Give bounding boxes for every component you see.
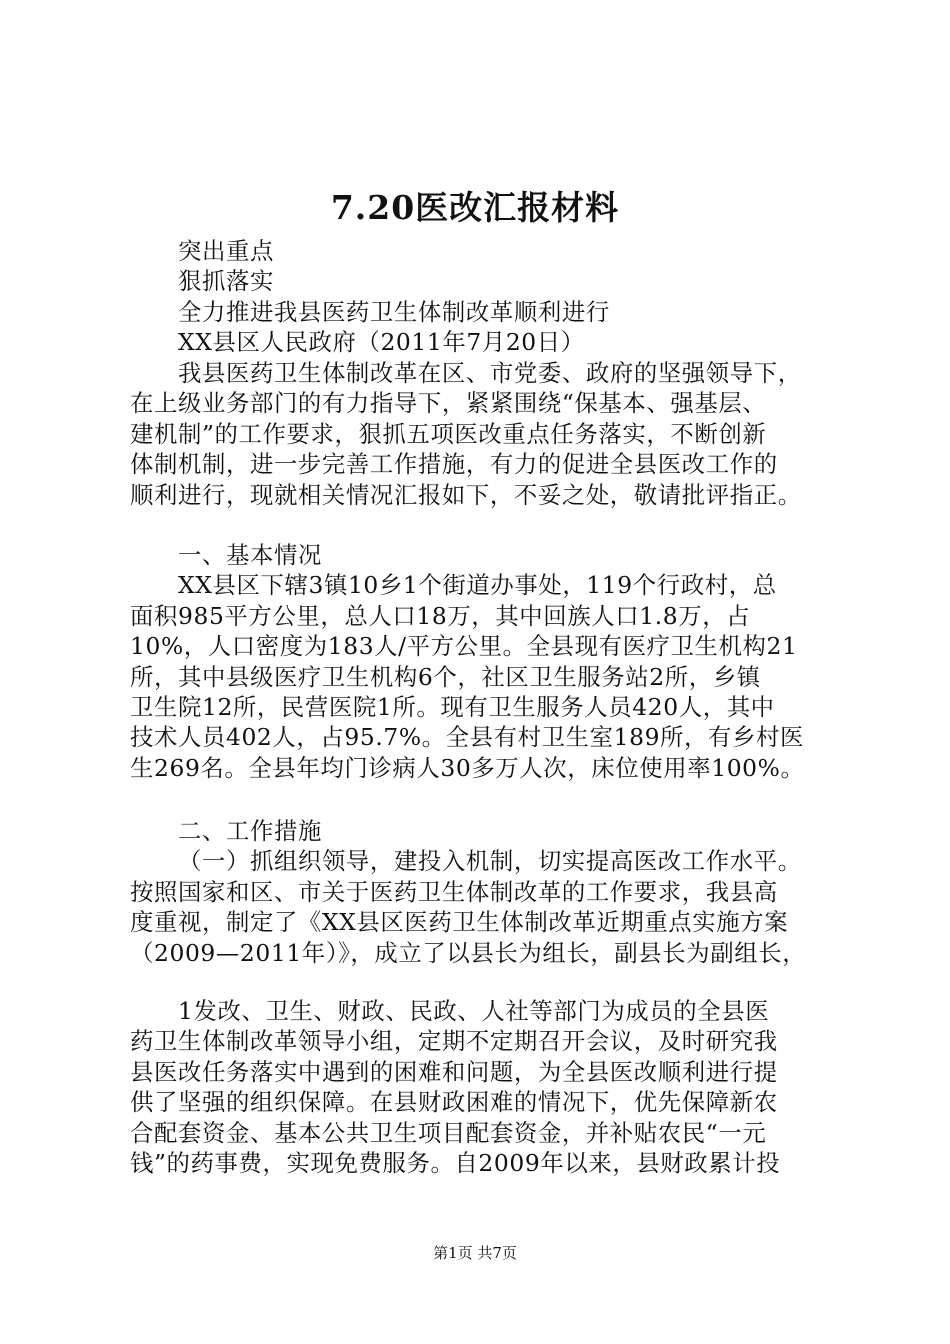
paragraph-line: 卫生院12所，民营医院1所。现有卫生服务人员420人，其中 bbox=[130, 692, 775, 721]
heading-line: XX县区人民政府（2011年7月20日） bbox=[178, 328, 585, 357]
paragraph-line: 1发改、卫生、财政、民政、人社等部门为成员的全县医 bbox=[178, 997, 770, 1025]
heading-line: 狠抓落实 bbox=[178, 267, 274, 296]
document-title: 7.20医改汇报材料 bbox=[330, 188, 620, 227]
paragraph-line: 县医改任务落实中遇到的困难和问题，为全县医改顺利进行提 bbox=[130, 1057, 778, 1086]
paragraph-line: 体制机制，进一步完善工作措施，有力的促进全县医改工作的 bbox=[130, 450, 778, 479]
paragraph-line: 顺利进行，现就相关情况汇报如下，不妥之处，敬请批评指正。 bbox=[130, 480, 802, 509]
paragraph-line: 10%，人口密度为183人/平方公里。全县现有医疗卫生机构21 bbox=[130, 632, 798, 661]
paragraph-line: 药卫生体制改革领导小组，定期不定期召开会议，及时研究我 bbox=[130, 1027, 778, 1056]
paragraph-line: 按照国家和区、市关于医药卫生体制改革的工作要求，我县高 bbox=[130, 877, 778, 906]
section-heading: 二、工作措施 bbox=[178, 817, 322, 845]
section-work-measures bbox=[130, 816, 845, 968]
paragraph-line: 所，其中县级医疗卫生机构6个，社区卫生服务站2所，乡镇 bbox=[130, 662, 761, 691]
intro-paragraph bbox=[130, 358, 845, 510]
heading-block bbox=[130, 236, 845, 358]
paragraph-line: （2009—2011年）》，成立了以县长为组长，副县长为副组长， bbox=[130, 938, 807, 967]
paragraph-line: 我县医药卫生体制改革在区、市党委、政府的坚强领导下， bbox=[178, 359, 802, 387]
section-heading: 一、基本情况 bbox=[178, 541, 322, 569]
paragraph-line: 合配套资金、基本公共卫生项目配套资金，并补贴农民“一元 bbox=[130, 1118, 767, 1147]
paragraph-line: 钱”的药事费，实现免费服务。自2009年以来，县财政累计投 bbox=[130, 1148, 781, 1177]
page-footer: 第1页 共7页 bbox=[433, 1244, 517, 1262]
section-basic-situation bbox=[130, 540, 845, 783]
paragraph-line: 供了坚强的组织保障。在县财政困难的情况下，优先保障新农 bbox=[130, 1088, 778, 1117]
heading-line: 突出重点 bbox=[178, 237, 274, 265]
paragraph-line: 面积985平方公里，总人口18万，其中回族人口1.8万，占 bbox=[130, 601, 751, 630]
heading-line: 全力推进我县医药卫生体制改革顺利进行 bbox=[178, 297, 610, 326]
continued-paragraph bbox=[130, 996, 845, 1178]
paragraph-line: （一）抓组织领导，建投入机制，切实提高医改工作水平。 bbox=[178, 847, 802, 876]
paragraph-line: 在上级业务部门的有力指导下，紧紧围绕“保基本、强基层、 bbox=[130, 389, 767, 418]
paragraph-line: 度重视，制定了《XX县区医药卫生体制改革近期重点实施方案 bbox=[130, 908, 789, 937]
paragraph-line: 建机制”的工作要求，狠抓五项医改重点任务落实，不断创新 bbox=[130, 419, 767, 448]
paragraph-line: XX县区下辖3镇10乡1个街道办事处，119个行政村，总 bbox=[178, 571, 777, 600]
paragraph-line: 技术人员402人，占95.7%。全县有村卫生室189所，有乡村医 bbox=[130, 723, 804, 752]
paragraph-line: 生269名。全县年均门诊病人30多万人次，床位使用率100%。 bbox=[130, 753, 805, 782]
